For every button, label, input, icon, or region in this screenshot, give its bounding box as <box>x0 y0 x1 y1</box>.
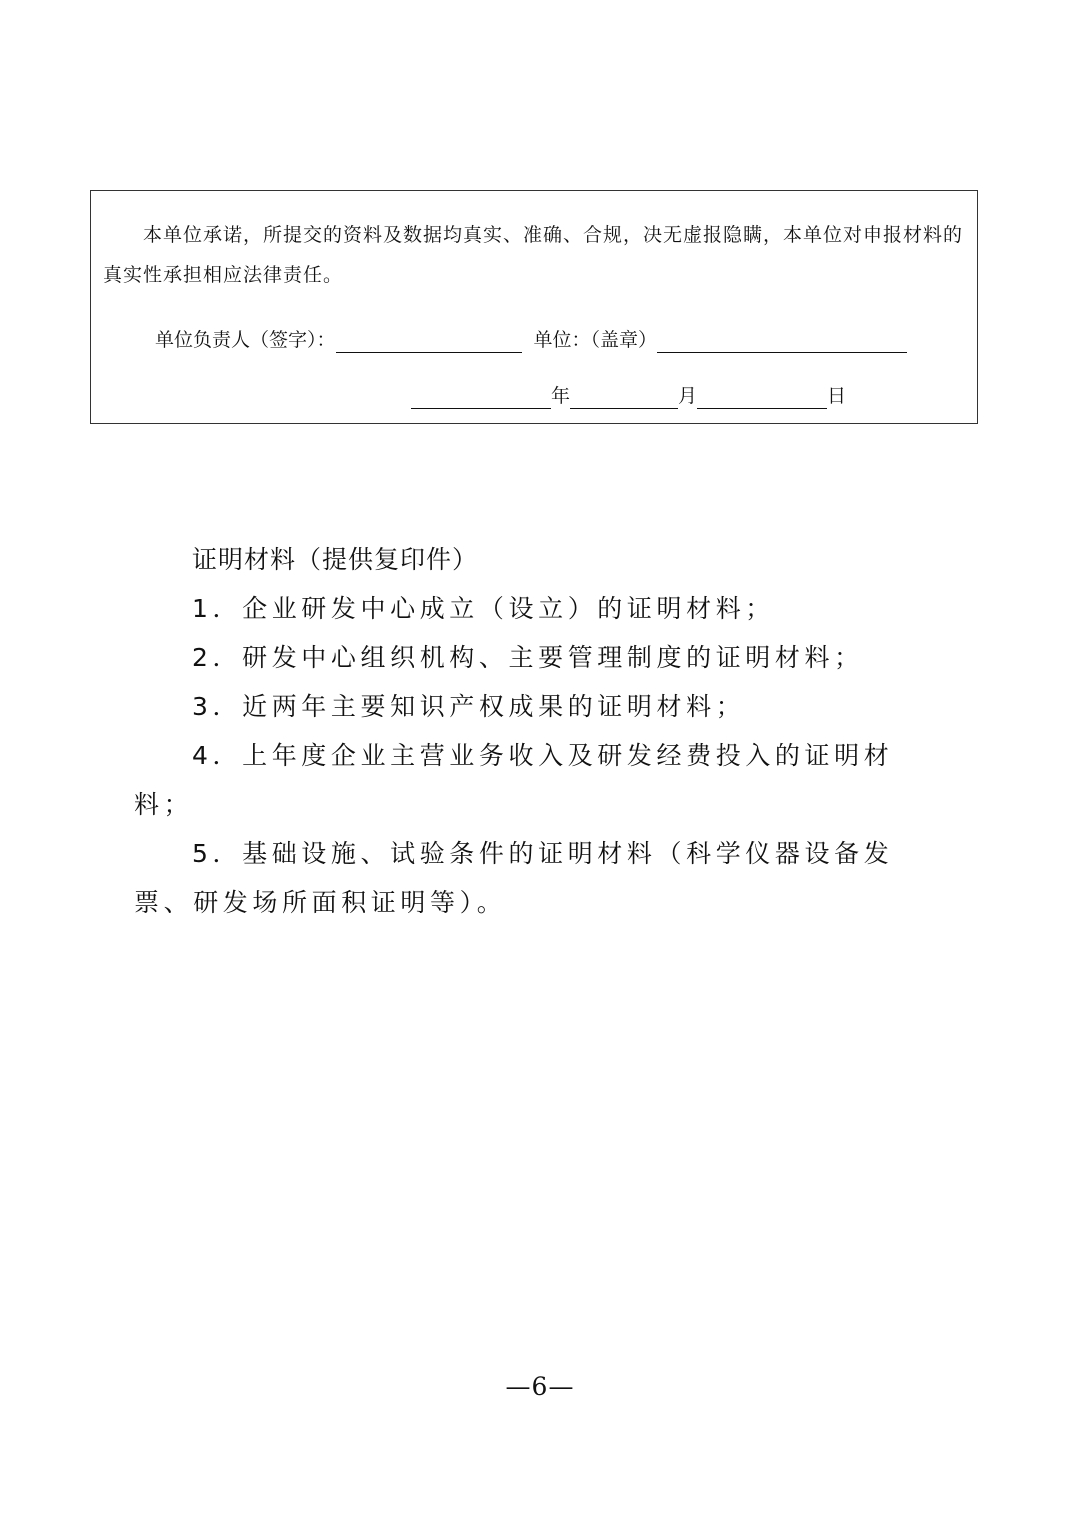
materials-title: 证明材料（提供复印件） <box>192 545 479 574</box>
materials-section <box>134 536 934 927</box>
signature-row <box>155 323 975 357</box>
month-blank[interactable] <box>570 384 678 409</box>
page-number: —6— <box>505 1372 575 1401</box>
materials-item: 1．企业研发中心成立（设立）的证明材料； <box>192 594 775 623</box>
month-label: 月 <box>678 385 698 407</box>
pledge-box <box>90 190 978 424</box>
pledge-statement: 本单位承诺，所提交的资料及数据均真实、准确、合规，决无虚报隐瞒，本单位对申报材料的真实性承担相应法律责任。 <box>103 224 964 286</box>
materials-item: 5．基础设施、试验条件的证明材料（科学仪器设备发票、研发场所面积证明等）。 <box>134 839 894 917</box>
unit-stamp-label: 单位：（盖章） <box>533 329 658 351</box>
materials-list <box>134 584 934 927</box>
year-label: 年 <box>551 385 571 407</box>
day-blank[interactable] <box>697 384 827 409</box>
materials-item: 4．上年度企业主营业务收入及研发经费投入的证明材料； <box>134 741 894 819</box>
materials-item: 2．研发中心组织机构、主要管理制度的证明材料； <box>192 643 864 672</box>
materials-item: 3．近两年主要知识产权成果的证明材料； <box>192 692 746 721</box>
unit-stamp-blank[interactable] <box>657 328 907 353</box>
signature-blank[interactable] <box>336 328 522 353</box>
date-row <box>411 379 846 413</box>
signature-label: 单位负责人（签字）： <box>155 329 336 351</box>
day-label: 日 <box>827 385 847 407</box>
year-blank[interactable] <box>411 384 551 409</box>
